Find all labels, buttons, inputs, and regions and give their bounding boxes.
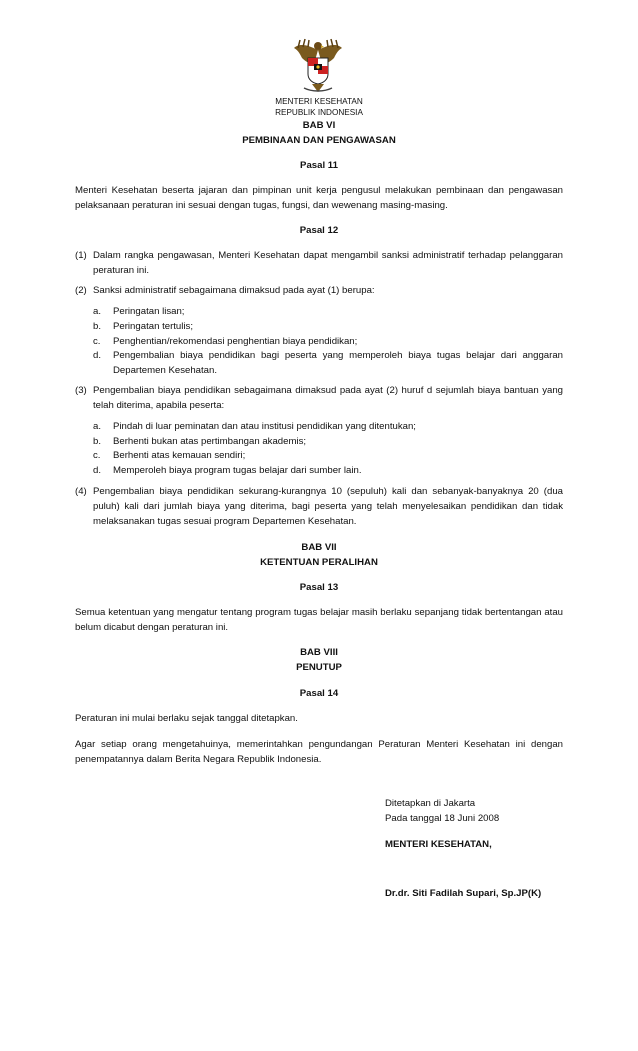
bab-vii-subtitle: KETENTUAN PERALIHAN [260,557,378,568]
list-letter: b. [93,321,102,332]
garuda-emblem-icon [290,36,346,96]
bab-vi-subtitle: PEMBINAAN DAN PENGAWASAN [242,135,396,146]
pasal-12-item-1 [75,248,563,278]
pasal-13-text: Semua ketentuan yang mengatur tentang program tugas belajar masih berlaku sepanjang tidak bertentangan atau belum dicabut dengan peraturan ini. [75,607,563,633]
list-item [93,419,563,434]
pasal-14-title: Pasal 14 [299,688,339,699]
pasal-12-item-2 [75,283,563,298]
pasal-11-title: Pasal 11 [300,160,338,171]
list-letter: d. [93,465,102,476]
signature-office: MENTERI KESEHATAN, [385,839,492,850]
list-letter: a. [93,421,102,432]
item-number: (2) [75,285,87,296]
item-number: (1) [75,250,87,261]
pasal-14-text-1: Peraturan ini mulai berlaku sejak tanggal ditetapkan. [75,713,298,724]
pasal-12-item-3 [75,383,563,413]
list-item [93,304,563,319]
pasal-12-title: Pasal 12 [299,225,339,236]
list-letter: c. [93,336,101,347]
item-text: Dalam rangka pengawasan, Menteri Kesehatan dapat mengambil sanksi administratif terhadap pelanggaran peraturan ini. [93,250,563,276]
pasal-12-item-4 [75,484,563,529]
list-item [93,463,563,478]
list-text: Pindah di luar peminatan dan atau institusi pendidikan yang ditentukan; [113,421,416,432]
signature-date: Pada tanggal 18 Juni 2008 [385,813,500,824]
list-letter: d. [93,350,102,361]
item-text: Sanksi administratif sebagaimana dimaksud pada ayat (1) berupa: [93,285,375,296]
signature-name: Dr.dr. Siti Fadilah Supari, Sp.JP(K) [385,888,542,899]
list-item [93,334,563,349]
signature-place: Ditetapkan di Jakarta [385,798,476,809]
bab-vii-title: BAB VII [301,542,337,553]
list-text: Berhenti bukan atas pertimbangan akademis; [113,436,307,447]
bab-viii-title: BAB VIII [300,647,338,658]
item-number: (3) [75,385,87,396]
list-letter: b. [93,436,102,447]
list-letter: c. [93,450,101,461]
header-line-1: MENTERI KESEHATAN [275,97,363,106]
list-item [93,319,563,334]
list-item [93,348,563,378]
bab-vi-title: BAB VI [302,120,336,131]
bab-viii-subtitle: PENUTUP [296,662,342,673]
item-text: Pengembalian biaya pendidikan sebagaimana dimaksud pada ayat (2) huruf d sejumlah biaya bantuan yang telah diterima, apabila peserta: [93,385,563,411]
list-text: Peringatan lisan; [113,306,185,317]
pasal-13-title: Pasal 13 [299,582,339,593]
list-text: Memperoleh biaya program tugas belajar dari sumber lain. [113,465,362,476]
pasal-14-text-2: Agar setiap orang mengetahuinya, memerintahkan pengundangan Peraturan Menteri Kesehatan ini dengan penempatannya dalam Berita Negara Republik Indonesia. [75,739,563,765]
list-text: Berhenti atas kemauan sendiri; [113,450,246,461]
list-text: Pengembalian biaya pendidikan bagi peserta yang memperoleh biaya tugas belajar dari anggaran Departemen Kesehatan. [113,350,563,376]
item-text: Pengembalian biaya pendidikan sekurang-kurangnya 10 (sepuluh) kali dan sebanyak-banyaknya 20 (dua puluh) kali dari jumlah biaya yang diterima, bagi peserta yang telah menyelesaikan pendidikan dan tidak melaksanakan tugas sesuai program Departemen Kesehatan. [93,486,563,527]
item-number: (4) [75,486,87,497]
list-text: Penghentian/rekomendasi penghentian biaya pendidikan; [113,336,358,347]
list-text: Peringatan tertulis; [113,321,193,332]
list-item [93,448,563,463]
list-letter: a. [93,306,102,317]
header-line-2: REPUBLIK INDONESIA [275,108,363,117]
list-item [93,434,563,449]
pasal-11-text: Menteri Kesehatan beserta jajaran dan pimpinan unit kerja pengusul melakukan pembinaan dan pengawasan pelaksanaan peraturan ini sesuai dengan tugas, fungsi, dan wewenang masing-masing. [75,185,563,211]
